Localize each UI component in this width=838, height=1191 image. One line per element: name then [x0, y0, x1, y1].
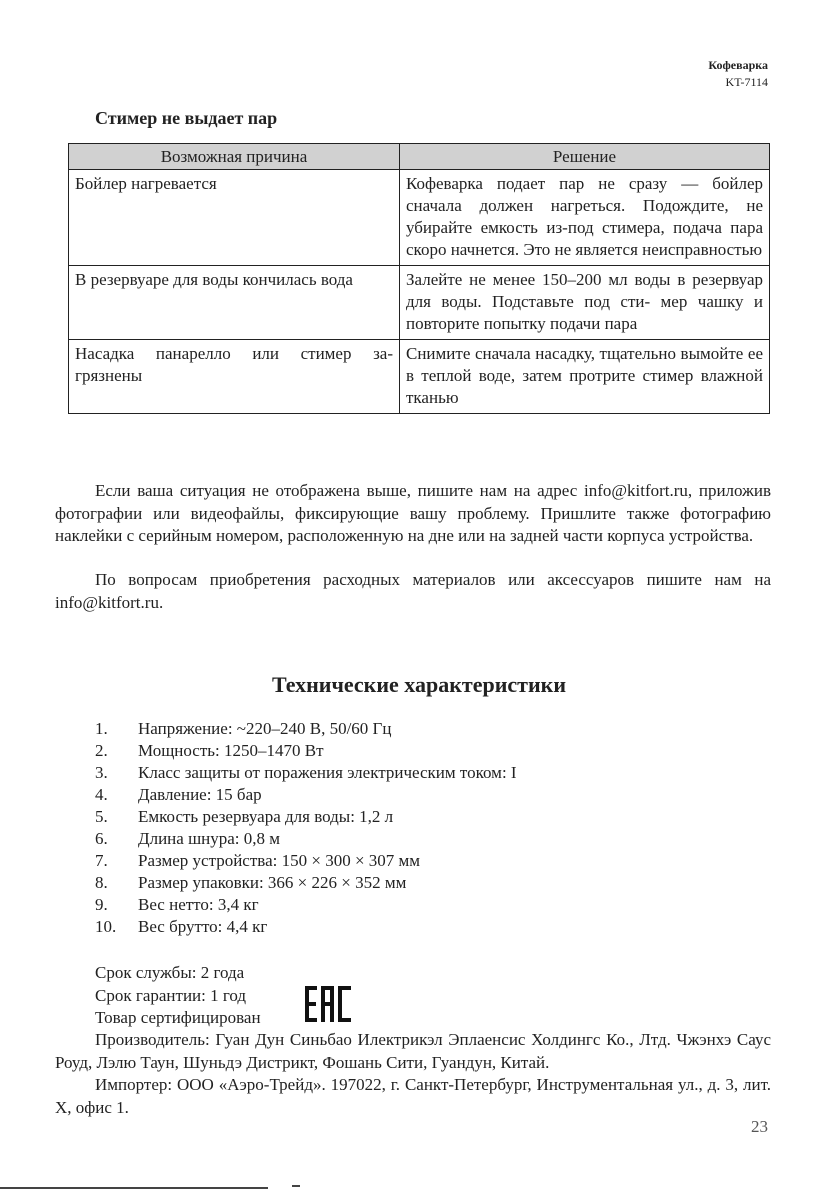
- spec-text: Класс защиты от поражения электрическим током: I: [138, 763, 517, 782]
- list-item: 2. Мощность: 1250–1470 Вт: [95, 741, 324, 760]
- spec-text: Длина шнура: 0,8 м: [138, 829, 281, 848]
- importer-text: Импортер: ООО «Аэро-Трейд». 197022, г. Санкт-Петербург, Инструментальная ул., д. 3, лит. Х, офис 1.: [55, 1075, 771, 1117]
- table-header-row: [69, 144, 770, 170]
- footer-mark: [292, 1185, 300, 1187]
- spec-text: Вес брутто: 4,4 кг: [138, 917, 268, 936]
- list-item: 8. Размер упаковки: 366 × 226 × 352 мм: [95, 873, 407, 892]
- list-item: 6. Длина шнура: 0,8 м: [95, 829, 281, 848]
- contact-paragraph: [55, 480, 771, 548]
- manufacturer-text: Производитель: Гуан Дун Синьбао Илектрикэл Эплаенсис Холдингс Ко., Лтд. Чжэнхэ Саус Роуд, Лэлю Таун, Шуньдэ Дистрикт, Фошань Сити, Гуандун, Китай.: [55, 1030, 771, 1072]
- spec-text: Давление: 15 бар: [138, 785, 262, 804]
- list-item: 9. Вес нетто: 3,4 кг: [95, 895, 259, 914]
- column-header-cause: Возможная причина: [69, 144, 400, 170]
- accessories-text: По вопросам приобретения расходных материалов или аксессуаров пишите нам на info@kitfort.ru.: [55, 570, 771, 612]
- solution-cell: Снимите сначала насадку, тщательно вымойте ее в теплой воде, затем протрите стимер влажной тканью: [400, 340, 770, 414]
- table-row: [69, 266, 770, 340]
- spec-text: Размер упаковки: 366 × 226 × 352 мм: [138, 873, 407, 892]
- table-row: [69, 170, 770, 266]
- warranty: Срок гарантии: 1 год: [95, 985, 247, 1005]
- column-header-solution: Решение: [400, 144, 770, 170]
- cause-cell: Бойлер нагревается: [69, 170, 400, 266]
- service-info: [95, 962, 261, 1030]
- spec-text: Емкость резервуара для воды: 1,2 л: [138, 807, 394, 826]
- troubleshoot-title: Стимер не выдает пар: [95, 108, 278, 128]
- solution-cell: Кофеварка подает пар не сразу — бойлер сначала должен нагреться. Подождите, не убирайте емкость из-под стимера, подача пара скоро начнется. Это не является неисправностью: [400, 170, 770, 266]
- accessories-paragraph: [55, 569, 771, 614]
- troubleshoot-table: [68, 143, 770, 414]
- spec-text: Вес нетто: 3,4 кг: [138, 895, 259, 914]
- spec-text: Напряжение: ~220–240 В, 50/60 Гц: [138, 719, 392, 738]
- cause-cell: Насадка панарелло или стимер за- грязнены: [69, 340, 400, 414]
- header-product: Кофеварка: [708, 58, 768, 72]
- list-item: 7. Размер устройства: 150 × 300 × 307 мм: [95, 851, 421, 870]
- service-life: Срок службы: 2 года: [95, 963, 245, 982]
- solution-cell: Залейте не менее 150–200 мл воды в резервуар для воды. Подставьте под сти- мер чашку и повторите попытку подачи пара: [400, 266, 770, 340]
- spec-text: Размер устройства: 150 × 300 × 307 мм: [138, 851, 421, 870]
- list-item: 1. Напряжение: ~220–240 В, 50/60 Гц: [95, 719, 392, 738]
- header-model: KT-7114: [725, 75, 768, 89]
- list-item: 4. Давление: 15 бар: [95, 785, 262, 804]
- cause-cell: В резервуаре для воды кончилась вода: [69, 266, 400, 340]
- specs-title: Технические характеристики: [271, 672, 567, 697]
- contact-text: Если ваша ситуация не отображена выше, пишите нам на адрес info@kitfort.ru, приложив фотографии или видеофайлы, фиксирующие вашу проблему. Пришлите также фотографию наклейки с серийным номером, расположенную на дне или на задней части корпуса устройства.: [55, 481, 771, 545]
- running-header: [708, 57, 768, 91]
- list-item: 3. Класс защиты от поражения электрическим током: I: [95, 763, 517, 782]
- specs-list: [95, 718, 517, 938]
- importer-paragraph: [55, 1074, 771, 1119]
- spec-text: Мощность: 1250–1470 Вт: [138, 741, 324, 760]
- list-item: 5. Емкость резервуара для воды: 1,2 л: [95, 807, 394, 826]
- table-row: [69, 340, 770, 414]
- page-number: 23: [751, 1117, 768, 1136]
- manufacturer-paragraph: [55, 1029, 771, 1074]
- certified-label: Товар сертифицирован: [95, 1008, 261, 1027]
- footer-rule: [0, 1187, 268, 1189]
- list-item: 10. Вес брутто: 4,4 кг: [95, 917, 268, 936]
- eac-certification-icon: [304, 986, 352, 1022]
